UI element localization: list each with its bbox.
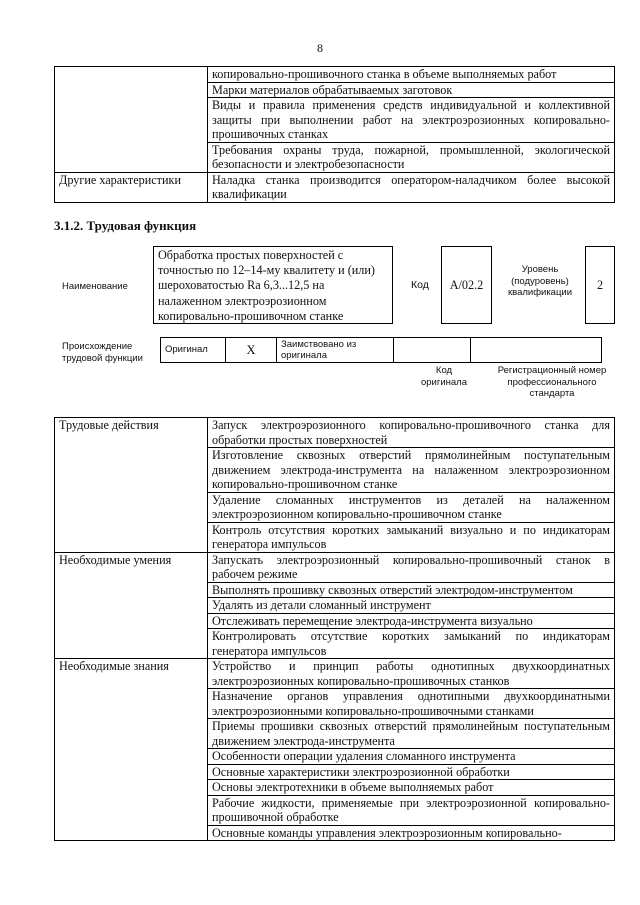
original-mark: X [226,338,277,363]
table-row [55,418,615,448]
list-item: Рабочие жидкости, применяемые при электроэрозионной копировально-прошивочной обработке [208,795,615,825]
list-item: Отслеживать перемещение электрода-инструмента визуально [208,613,615,629]
code-label: Код [411,279,429,291]
row-label [55,67,208,173]
list-item: Удалять из детали сломанный инструмент [208,598,615,614]
code-original-cell [394,338,471,363]
section-title: 3.1.2. Трудовая функция [54,218,197,233]
main-table [54,417,615,841]
row-label: Другие характеристики [55,172,208,202]
origin-label: Происхождение трудовой функции [62,341,143,364]
list-item: Запуск электроэрозионного копировально-прошивочного станка для обработки простых поверхностей [208,418,615,448]
table-row [55,659,615,689]
list-item: Основные характеристики электроэрозионной обработки [208,764,615,780]
table-row [55,67,615,83]
level-value-box: 2 [585,246,615,324]
list-item: Запускать электроэрозионный копировально-прошивочный станок в рабочем режиме [208,552,615,582]
list-item: Изготовление сквозных отверстий прямолинейным поступательным движением электрода-инструмента на налаженном электроэрозионном копировально-прошивочном станке [208,448,615,493]
top-table [54,66,615,203]
row-item: Наладка станка производится оператором-наладчиком более высокой квалификации [208,172,615,202]
list-item: Контроль отсутствия коротких замыканий визуально и по индикаторам генератора импульсов [208,522,615,552]
borrowed-label: Заимствовано из оригинала [277,338,394,363]
code-original-caption: Код оригинала [420,365,467,388]
reg-number-cell [471,338,602,363]
list-item: Приемы прошивки сквозных отверстий прямолинейным поступательным движением электрода-инструмента [208,719,615,749]
table-row [55,552,615,582]
origin-table [160,337,602,363]
name-label: Наименование [62,281,128,292]
list-item: Особенности операции удаления сломанного инструмента [208,749,615,765]
level-label: Уровень (подуровень) квалификации [507,264,573,298]
list-item: Устройство и принцип работы однотипных двухкоординатных электроэрозионных копировально-прошивочных станков [208,659,615,689]
list-item: Контролировать отсутствие коротких замыканий по индикаторам генератора импульсов [208,629,615,659]
table-row [161,338,602,363]
page-number: 8 [317,41,323,55]
list-item: Основы электротехники в объеме выполняемых работ [208,780,615,796]
reg-number-caption: Регистрационный номер профессионального стандарта [497,365,607,399]
row-item: Виды и правила применения средств индивидуальной и коллективной защиты при выполнении работ на электроэрозионных копировально-прошивочных станках [208,98,615,143]
original-label: Оригинал [161,338,226,363]
group-label-knowledge: Необходимые знания [55,659,208,841]
group-label-skills: Необходимые умения [55,552,208,659]
list-item: Основные команды управления электроэрозионным копировально- [208,825,615,841]
code-value-box: А/02.2 [441,246,492,324]
row-item: копировально-прошивочного станка в объеме выполняемых работ [208,67,615,83]
row-item: Марки материалов обрабатываемых заготовок [208,82,615,98]
list-item: Назначение органов управления однотипными двухкоординатными электроэрозионными копировально-прошивочными станками [208,689,615,719]
function-name-box: Обработка простых поверхностей с точностью по 12–14-му квалитету и (или) шероховатостью Ra 6,3...12,5 на налаженном электроэрозионном копировально-прошивочном станке [153,246,393,324]
list-item: Выполнять прошивку сквозных отверстий электродом-инструментом [208,582,615,598]
list-item: Удаление сломанных инструментов из деталей на налаженном электроэрозионном копировально-прошивочном станке [208,492,615,522]
table-row [55,172,615,202]
row-item: Требования охраны труда, пожарной, промышленной, экологической безопасности и электробезопасности [208,142,615,172]
group-label-actions: Трудовые действия [55,418,208,553]
